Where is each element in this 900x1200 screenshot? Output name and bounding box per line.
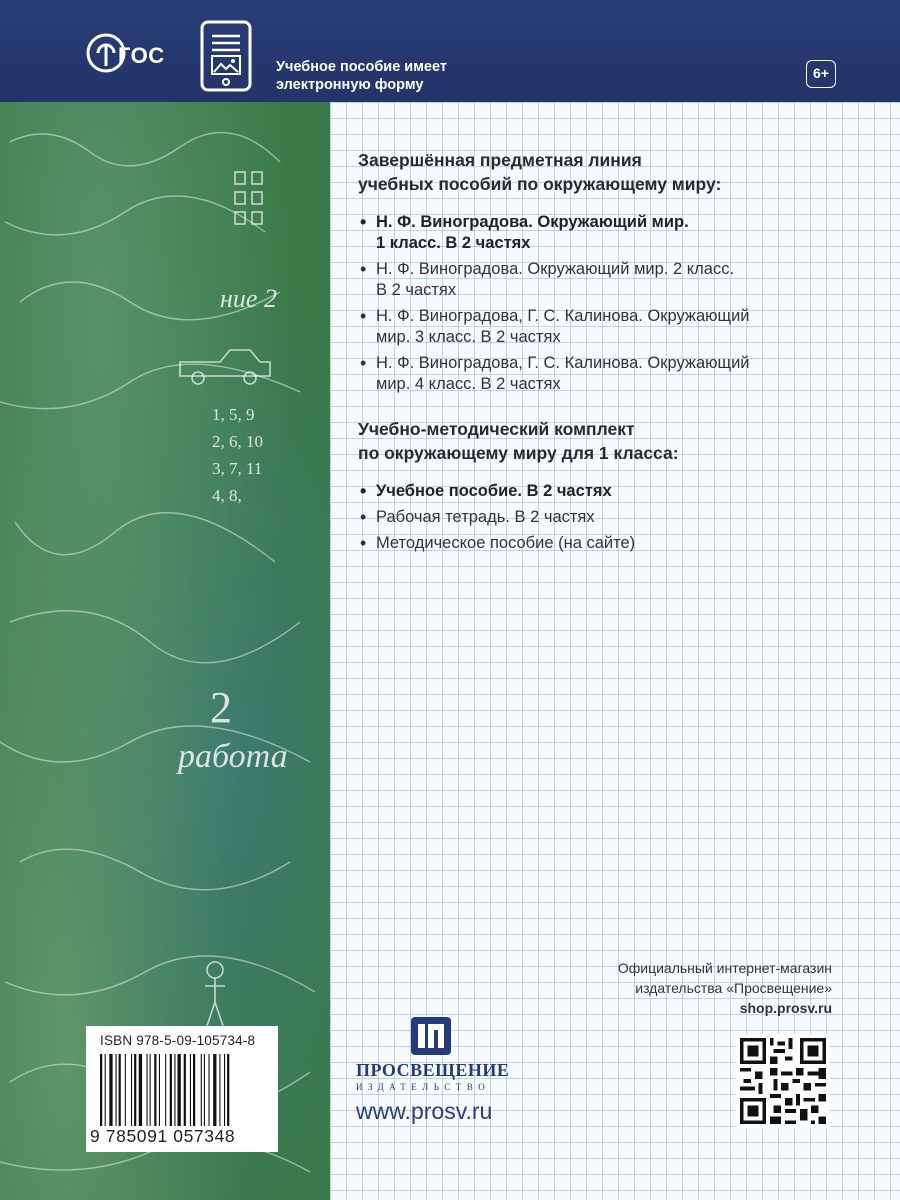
shop-line2: издательства «Просвещение» xyxy=(635,980,832,996)
list-item: • Н. Ф. Виноградова. Окружающий мир. 1 класс. В 2 частях xyxy=(358,212,858,254)
ebook-note-line1: Учебное пособие имеет xyxy=(276,59,447,75)
svg-text:ние 2: ние 2 xyxy=(220,284,277,313)
isbn-label: ISBN 978-5-09-105734-8 xyxy=(100,1033,256,1048)
ebook-note-line2: электронную форму xyxy=(276,77,424,93)
publisher-logo-icon xyxy=(410,1016,452,1056)
list-item: • Н. Ф. Виноградова. Окружающий мир. 2 класс. В 2 частях xyxy=(358,259,858,301)
ebook-note xyxy=(276,58,447,94)
publisher-subtitle: ИЗДАТЕЛЬСТВО xyxy=(356,1082,491,1092)
barcode-digits: 9 785091 057348 xyxy=(90,1126,236,1146)
svg-text:2: 2 xyxy=(210,683,232,732)
svg-text:3, 7, 11: 3, 7, 11 xyxy=(212,459,263,478)
list-item: • Учебное пособие. В 2 частях xyxy=(358,481,858,502)
subject-line-heading: Завершённая предметная линия учебных пособий по окружающему миру: xyxy=(358,150,722,194)
fgos-label: ГОС xyxy=(118,43,165,68)
header-bar xyxy=(0,0,900,102)
shop-line1: Официальный интернет-магазин xyxy=(617,960,832,976)
subject-line-list xyxy=(358,212,858,395)
main-content xyxy=(358,148,858,559)
kit-heading: Учебно-методический комплект по окружающему миру для 1 класса: xyxy=(358,419,679,463)
publisher-name: ПРОСВЕЩЕНИЕ xyxy=(356,1060,510,1080)
svg-text:работа: работа xyxy=(178,738,288,775)
shop-url-link[interactable]: shop.prosv.ru xyxy=(739,1000,832,1016)
tablet-icon xyxy=(200,20,252,92)
publisher-website-link[interactable]: www.prosv.ru xyxy=(356,1098,493,1124)
age-rating-badge: 6+ xyxy=(806,60,836,88)
svg-text:2, 6, 10: 2, 6, 10 xyxy=(212,432,263,451)
list-item: • Рабочая тетрадь. В 2 частях xyxy=(358,507,858,528)
list-item: • Н. Ф. Виноградова, Г. С. Калинова. Окружающий мир. 3 класс. В 2 частях xyxy=(358,306,858,348)
isbn-barcode-box xyxy=(86,1026,278,1152)
svg-text:4, 8,: 4, 8, xyxy=(212,486,242,505)
list-item: • Н. Ф. Виноградова, Г. С. Калинова. Окружающий мир. 4 класс. В 2 частях xyxy=(358,353,858,395)
qr-code-icon[interactable] xyxy=(736,1034,830,1128)
svg-text:1, 5, 9: 1, 5, 9 xyxy=(212,405,255,424)
barcode-icon xyxy=(100,1054,264,1126)
kit-list xyxy=(358,481,858,554)
shop-info xyxy=(618,958,832,1018)
list-item: • Методическое пособие (на сайте) xyxy=(358,533,858,554)
